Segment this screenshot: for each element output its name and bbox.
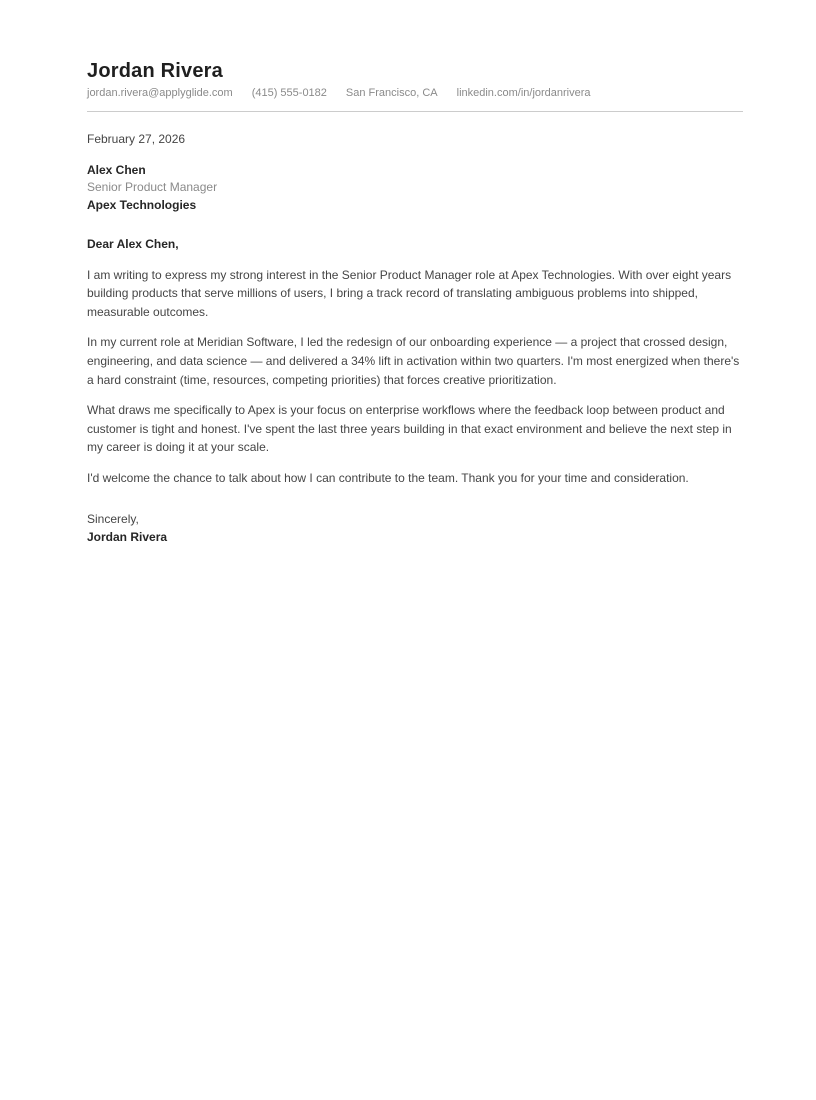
letter-body — [87, 130, 743, 547]
letter-date: February 27, 2026 — [87, 132, 186, 146]
recipient-company: Apex Technologies — [87, 197, 197, 212]
contact-phone: (415) 555-0182 — [251, 87, 327, 99]
signature-block — [87, 510, 743, 547]
recipient-name: Alex Chen — [87, 162, 146, 177]
signature-name: Jordan Rivera — [87, 530, 168, 545]
contact-row — [87, 86, 743, 100]
contact-linkedin: linkedin.com/in/jordanrivera — [456, 87, 591, 99]
contact-email: jordan.rivera@applyglide.com — [87, 87, 233, 99]
letter-paragraph-2: In my current role at Meridian Software, I led the redesign of our onboarding experience — a project that crossed design, engineering, and data science — and delivered a 34% lift in activation within two quarters. I'm most energized when there's a hard constraint (time, resources, competing priorities) that forces creative prioritization. — [87, 335, 740, 387]
letter-paragraph-4: I'd welcome the chance to talk about how I can contribute to the team. Thank you for your time and consideration. — [87, 471, 689, 486]
letter-paragraph-3: What draws me specifically to Apex is your focus on enterprise workflows where the feedback loop between product and customer is tight and honest. I've spent the last three years building in that exact environment and believe the next step in my career is doing it at your scale. — [87, 403, 732, 455]
closing: Sincerely, — [87, 511, 139, 526]
recipient-title: Senior Product Manager — [87, 180, 218, 195]
contact-location: San Francisco, CA — [345, 87, 438, 99]
recipient-block — [87, 162, 743, 215]
salutation: Dear Alex Chen, — [87, 237, 179, 252]
letter-paragraph-1: I am writing to express my strong interest in the Senior Product Manager role at Apex Technologies. With over eight years building products that serve millions of users, I bring a track record of translating ambiguous problems into shipped, measurable outcomes. — [87, 267, 732, 319]
letter-header — [87, 59, 743, 112]
sender-name: Jordan Rivera — [87, 60, 223, 82]
header-divider — [87, 111, 743, 112]
